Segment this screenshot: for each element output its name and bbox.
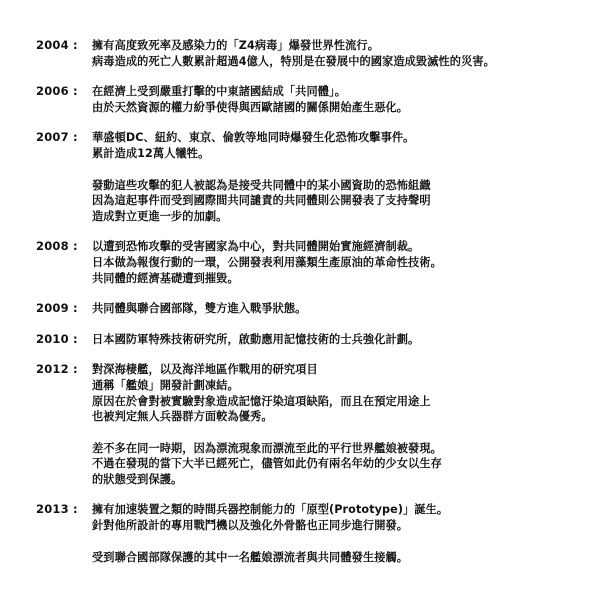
entry-text-line: 共同體的經濟基礎遭到摧毀。: [92, 271, 239, 285]
entry-content: [92, 332, 584, 348]
entry-text-line: 受到聯合國部隊保護的其中一名艦娘漂流者與共同體發生接觸。: [92, 550, 409, 564]
year-separator: :: [73, 502, 78, 517]
timeline-entry: [36, 84, 584, 115]
entry-text-line: 在經濟上受到嚴重打擊的中東諸國結成「共同體」。: [92, 85, 347, 99]
entry-paragraph: [92, 239, 584, 286]
entry-text-line: 擁有高度致死率及感染力的「Z4病毒」爆發世界性流行。: [92, 39, 379, 52]
timeline-entry: [36, 502, 584, 565]
entry-year: 2008: [36, 239, 69, 254]
year-separator: :: [73, 38, 78, 52]
entry-text-line: 造成對立更進一步的加劇。: [92, 209, 228, 223]
entry-year: 2007: [36, 130, 69, 145]
entry-text-line: 發動這些攻擊的犯人被認為是接受共同體中的某小國資助的恐怖組織: [92, 178, 431, 192]
entry-text-line: 擁有加速裝置之類的時間兵器控制能力的「原型(Prototype)」誕生。: [92, 503, 449, 517]
entry-year: 2009: [36, 301, 69, 316]
entry-text-line: 針對他所設計的專用戰鬥機以及強化外骨骼也正同步進行開發。: [92, 519, 409, 533]
entry-text-line: 的狀態受到保護。: [92, 472, 183, 486]
entry-paragraph: [92, 550, 584, 566]
timeline-entry: [36, 38, 584, 69]
entry-text-line: 對深海棲艦，以及海洋地區作戰用的研究項目: [92, 363, 318, 377]
year-separator: :: [73, 362, 78, 377]
timeline-entry: [36, 362, 584, 487]
entry-paragraph: [92, 502, 584, 533]
entry-year: 2010: [36, 331, 69, 346]
entry-content: [92, 130, 584, 224]
entry-paragraph: [92, 130, 584, 161]
entry-text-line: 日本國防軍特殊技術研究所，啟動應用記憶技術的士兵強化計劃。: [92, 332, 420, 346]
entry-text-line: 不過在發現的當下大半已經死亡，儘管如此仍有兩名年幼的少女以生存: [92, 457, 442, 471]
year-separator: :: [73, 331, 78, 346]
entry-content: [92, 239, 584, 286]
entry-text-line: 華盛頓DC、紐約、東京、倫敦等地同時爆發生化恐怖攻擊事件。: [92, 131, 415, 145]
entry-text-line: 也被判定無人兵器群方面較為優秀。: [92, 410, 273, 424]
entry-text-line: 共同體與聯合國部隊，雙方進入戰爭狀態。: [92, 302, 307, 316]
entry-paragraph: [92, 332, 584, 348]
timeline: [36, 38, 584, 580]
entry-content: [92, 84, 584, 115]
entry-year: 2013: [36, 502, 69, 517]
entry-content: [92, 362, 584, 487]
entry-text-line: 累計造成12萬人犧牲。: [92, 146, 210, 160]
year-separator: :: [73, 130, 78, 145]
timeline-entry: [36, 332, 584, 348]
timeline-entry: [36, 130, 584, 224]
entry-text-line: 由於天然資源的權力紛爭使得與西歐諸國的關係開始產生惡化。: [92, 100, 409, 114]
year-separator: :: [73, 301, 78, 316]
entry-text-line: 因為這起事件而受到國際間共同譴責的共同體則公開發表了支持聲明: [92, 194, 431, 208]
timeline-entry: [36, 239, 584, 286]
timeline-entry: [36, 301, 584, 317]
entry-text-line: 以遭到恐怖攻擊的受害國家為中心，對共同體開始實施經濟制裁。: [92, 240, 420, 254]
year-separator: :: [73, 84, 78, 99]
entry-paragraph: [92, 301, 584, 317]
entry-year: 2006: [36, 84, 69, 99]
entry-content: [92, 38, 584, 69]
entry-text-line: 原因在於會對被實驗對象造成記憶汙染這項缺陷，而且在預定用途上: [92, 394, 431, 408]
entry-paragraph: [92, 84, 584, 115]
entry-year: 2012: [36, 362, 69, 377]
entry-paragraph: [92, 38, 584, 69]
year-separator: :: [73, 239, 78, 254]
entry-paragraph: [92, 178, 584, 225]
entry-content: [92, 301, 584, 317]
entry-text-line: 差不多在同一時期，因為漂流現象而漂流至此的平行世界艦娘被發現。: [92, 441, 442, 455]
entry-paragraph: [92, 441, 584, 488]
entry-text-line: 通稱「艦娘」開發計劃凍結。: [92, 378, 239, 392]
entry-year: 2004: [36, 38, 69, 52]
entry-text-line: 日本做為報復行動的一環，公開發表利用藻類生產原油的革命性技術。: [92, 255, 442, 269]
entry-text-line: 病毒造成的死亡人數累計超過4億人，特別是在發展中的國家造成毀滅性的災害。: [92, 54, 495, 68]
entry-content: [92, 502, 584, 565]
entry-paragraph: [92, 362, 584, 424]
